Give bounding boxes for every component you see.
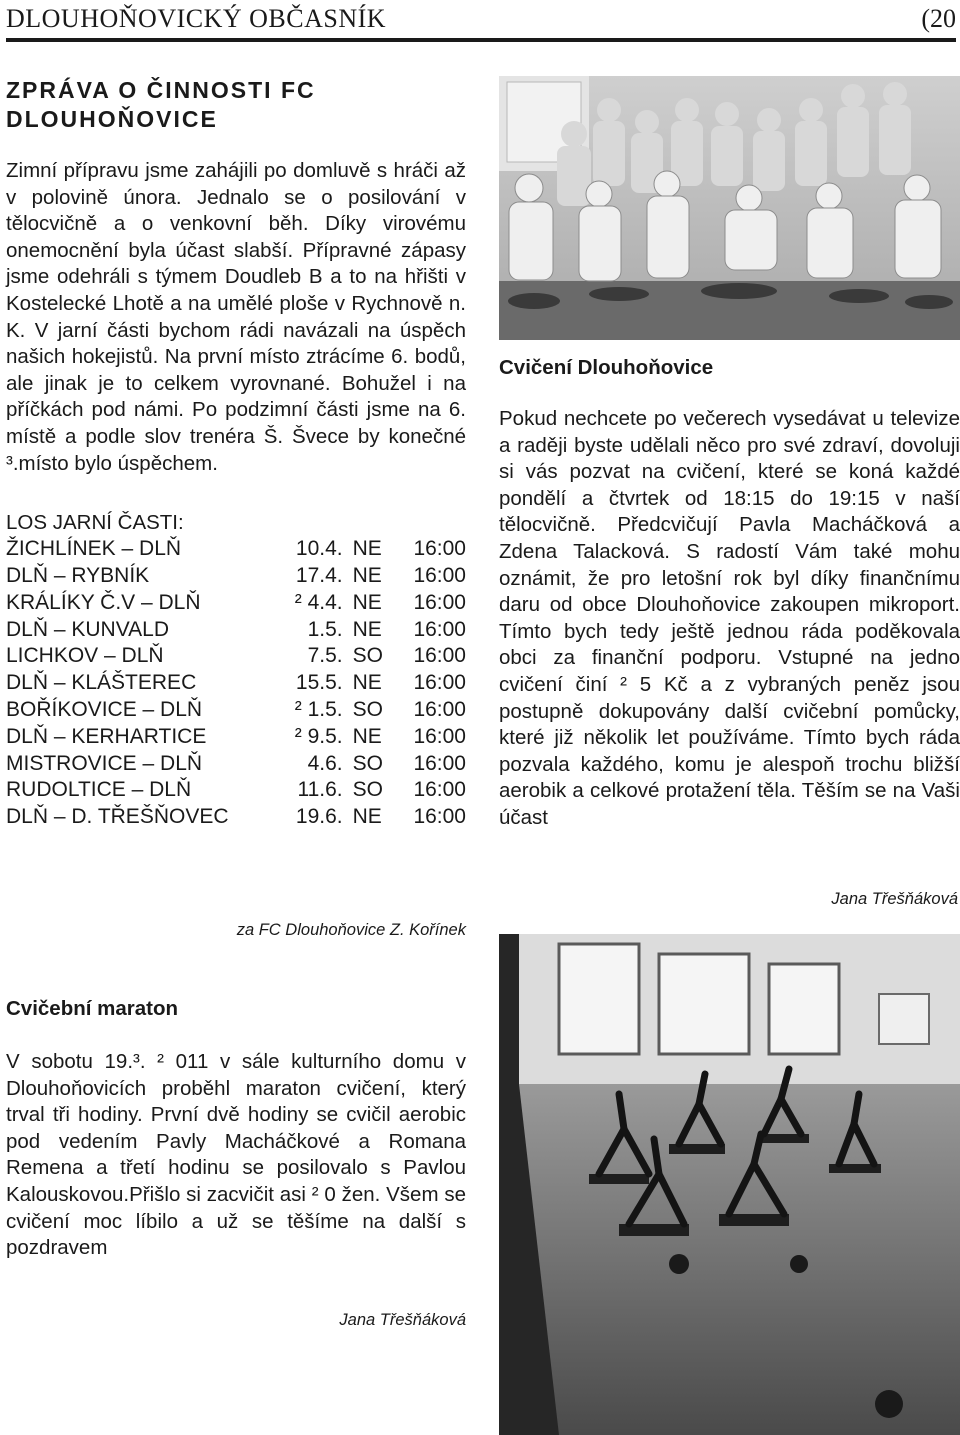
schedule-time: 16:00 xyxy=(413,644,466,668)
schedule-time: 16:00 xyxy=(413,805,466,829)
marathon-article xyxy=(6,997,466,1262)
schedule-time: 16:00 xyxy=(413,751,466,775)
schedule-day: NE xyxy=(352,724,382,748)
schedule-row xyxy=(6,536,466,563)
schedule-row xyxy=(6,751,466,778)
schedule-time: 16:00 xyxy=(413,590,466,614)
fc-article-signature: za FC Dlouhoňovice Z. Kořínek xyxy=(236,921,466,939)
schedule-date: ² 9.5. xyxy=(294,724,343,748)
schedule-day: NE xyxy=(352,537,382,561)
gym-photo-image xyxy=(499,934,960,1435)
schedule-day: NE xyxy=(352,617,382,641)
gym-photo xyxy=(499,934,960,1435)
fc-article xyxy=(6,76,466,831)
schedule-time: 16:00 xyxy=(413,617,466,641)
schedule-time: 16:00 xyxy=(413,671,466,695)
schedule-day: SO xyxy=(352,778,383,802)
schedule-day: NE xyxy=(352,671,382,695)
schedule-match: ŽICHLÍNEK – DLŇ xyxy=(6,537,182,561)
schedule-date: ² 1.5. xyxy=(294,697,343,721)
schedule-row xyxy=(6,563,466,590)
schedule-time: 16:00 xyxy=(413,724,466,748)
schedule-date: 1.5. xyxy=(307,617,343,641)
schedule-date: 19.6. xyxy=(295,805,343,829)
schedule-match: MISTROVICE – DLŇ xyxy=(6,751,203,775)
schedule-row xyxy=(6,670,466,697)
page-number: (20 xyxy=(921,4,956,33)
schedule-match: KRÁLÍKY Č.V – DLŇ xyxy=(6,590,201,614)
schedule-time: 16:00 xyxy=(413,537,466,561)
exercise-heading: Cvičení Dlouhoňovice xyxy=(499,356,714,379)
schedule-day: NE xyxy=(352,805,382,829)
schedule-match: DLŇ – KERHARTICE xyxy=(6,724,207,748)
schedule-title: LOS JARNÍ ČASTI: xyxy=(6,511,184,535)
marathon-heading: Cvičební maraton xyxy=(6,997,179,1020)
schedule-row xyxy=(6,617,466,644)
schedule-day: SO xyxy=(352,644,383,668)
schedule-row xyxy=(6,697,466,724)
schedule-date: ² 4.4. xyxy=(294,590,343,614)
schedule-match: DLŇ – D. TŘEŠŇOVEC xyxy=(6,805,229,829)
marathon-body: V sobotu 19.³. ² 011 v sále kulturního domu v Dlouhoňovicích proběhl maraton cvičení, který trval tři hodiny. První dvě hodiny se cvičil aerobic pod vedením Pavly Macháčkové a Romana Remena a třetí hodinu se posilovalo s Pavlou Kalouskovou.Přišlo si zacvičit asi ² 0 žen. Všem se cvičení moc líbilo a už se těšíme na další s pozdravem xyxy=(6,1050,466,1260)
group-photo-image xyxy=(499,76,960,340)
schedule-day: NE xyxy=(352,590,382,614)
schedule-row xyxy=(6,590,466,617)
header-rule xyxy=(6,38,956,42)
schedule-row xyxy=(6,804,466,831)
schedule-match: DLŇ – KLÁŠTEREC xyxy=(6,671,197,695)
schedule-row xyxy=(6,777,466,804)
marathon-signature: Jana Třešňáková xyxy=(339,1311,466,1329)
schedule-date: 11.6. xyxy=(297,778,343,802)
schedule-match: RUDOLTICE – DLŇ xyxy=(6,778,192,802)
schedule-row xyxy=(6,724,466,751)
page-header xyxy=(0,0,960,40)
newsletter-title: DLOUHOŇOVICKÝ OBČASNÍK xyxy=(6,4,387,33)
schedule-day: SO xyxy=(352,751,383,775)
schedule-match: DLŇ – RYBNÍK xyxy=(6,563,150,587)
match-schedule xyxy=(6,536,466,831)
schedule-row xyxy=(6,643,466,670)
exercise-body: Pokud nechcete po večerech vysedávat u televize a raději byste udělali něco pro své zdraví, dovoluji si vás pozvat na cvičení, které se koná každé pondělí a čtvrtek od 18:15 do 19:15 v naší tělocvičně. Předcvičují Pavla Macháčková a Zdena Talacková. S radostí Vám také mohu oznámit, že pro letošní rok byl díky finančnímu daru od obce Dlouhoňovice zakoupen mikroport. Tímto bych tedy ještě jednou ráda poděkovala obci za finanční podporu. Vstupné na jedno cvičení činí ² 5 Kč a z vybraných peněz jsou postupně dokupovány další cvičební pomůcky, které již několik let používáme. Tímto bych ráda pozvala každého, komu je alespoň trochu bližší aerobik a celkové protažení těla. Těším se na Vaši účast xyxy=(499,407,960,829)
schedule-time: 16:00 xyxy=(413,778,466,802)
schedule-date: 17.4. xyxy=(295,563,343,587)
schedule-date: 15.5. xyxy=(295,671,343,695)
schedule-date: 10.4. xyxy=(295,537,343,561)
schedule-match: DLŇ – KUNVALD xyxy=(6,617,169,641)
schedule-time: 16:00 xyxy=(413,697,466,721)
group-photo xyxy=(499,76,960,340)
schedule-match: LICHKOV – DLŇ xyxy=(6,644,164,668)
schedule-date: 4.6. xyxy=(307,751,343,775)
schedule-date: 7.5. xyxy=(307,644,343,668)
schedule-day: SO xyxy=(352,697,383,721)
exercise-article xyxy=(499,356,960,832)
schedule-day: NE xyxy=(352,563,382,587)
schedule-match: BOŘÍKOVICE – DLŇ xyxy=(6,697,203,721)
fc-article-body: Zimní přípravu jsme zahájili po domluvě s hráči až v polovině února. Jednalo se o posilování v tělocvičně a o venkovní běh. Díky virovému onemocnění byla účast slabší. Přípravné zápasy jsme odehráli s týmem Doudleb B a to na hřišti v Kostelecké Lhotě a na umělé ploše v Rychnově n. K. V jarní části bychom rádi navázali na úspěch našich hokejistů. Na první místo ztrácíme 6. bodů, ale jinak je to celkem vyrovnané. Bohužel i na příčkách pod námi. Po podzimní části jsme na 6. místě a podle slov trenéra Š. Švece by konečné ³.místo bylo úspěchem. xyxy=(6,159,466,475)
fc-article-heading: ZPRÁVA O ČINNOSTI FC DLOUHOŇOVICE xyxy=(6,77,316,132)
schedule-time: 16:00 xyxy=(413,563,466,587)
exercise-signature: Jana Třešňáková xyxy=(831,890,958,908)
